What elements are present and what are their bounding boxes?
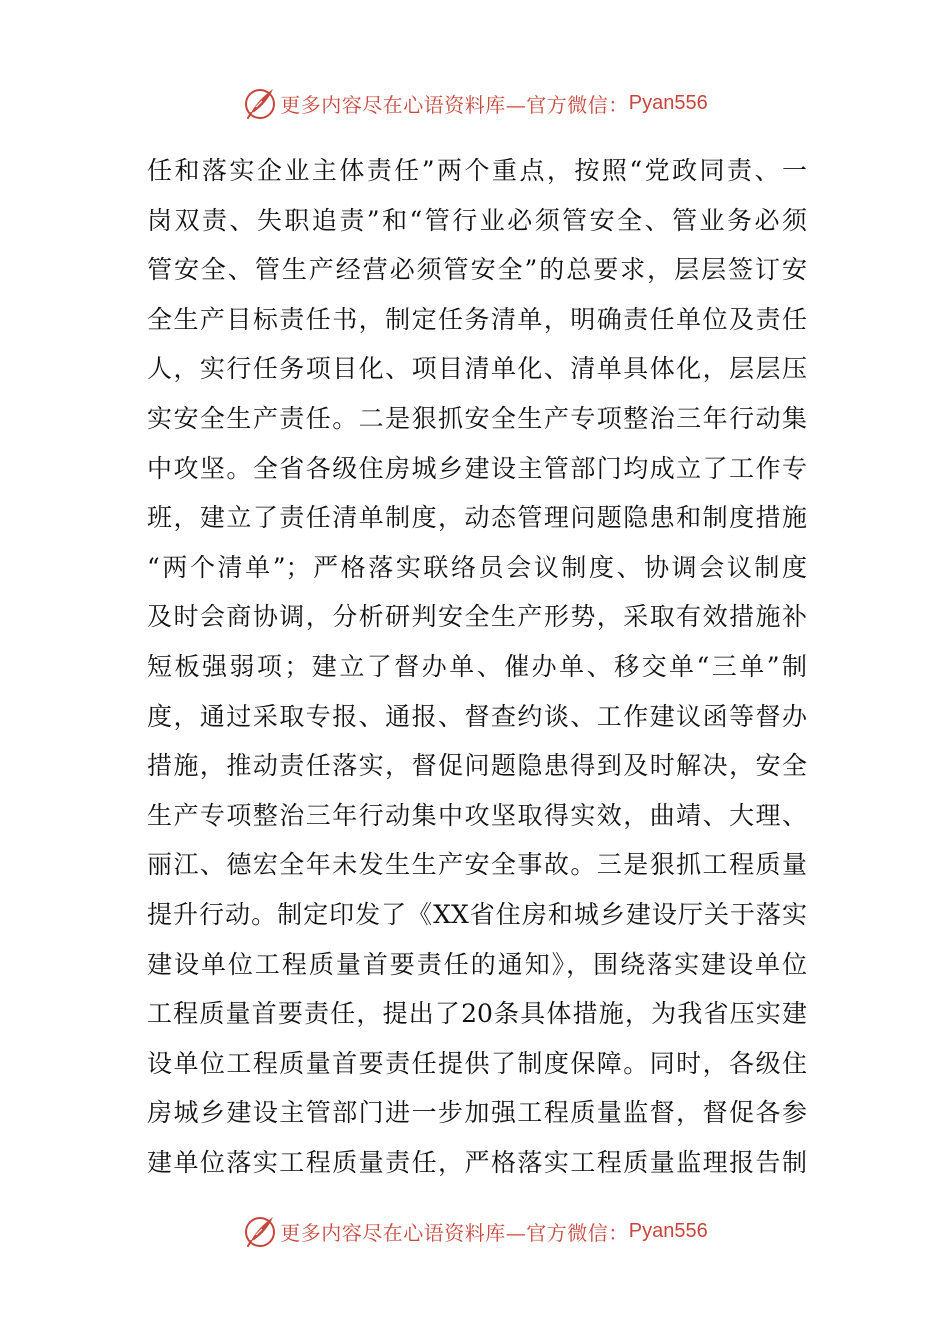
footer-banner-handle: Pyan556 (628, 1219, 708, 1242)
footer-banner-text: 更多内容尽在心语资料库—官方微信： (280, 1220, 629, 1245)
body-line: 措施，推动责任落实，督促问题隐患得到及时解决，安全 (147, 751, 807, 781)
body-line: “两个清单”；严格落实联络员会议制度、协调会议制度 (147, 552, 807, 582)
body-line: 人，实行任务项目化、项目清单化、清单具体化，层层压 (147, 354, 807, 384)
footer-banner (0, 1211, 950, 1251)
body-line: 建单位落实工程质量责任，严格落实工程质量监理报告制 (147, 1147, 807, 1177)
quill-pen-icon (242, 1213, 278, 1249)
body-line: 房城乡建设主管部门进一步加强工程质量监督，督促各参 (147, 1098, 807, 1128)
body-line: 管安全、管生产经营必须管安全”的总要求，层层签订安 (147, 255, 807, 285)
body-line: 及时会商协调，分析研判安全生产形势，采取有效措施补 (147, 602, 807, 632)
body-line: 短板强弱项；建立了督办单、催办单、移交单“三单”制 (147, 651, 807, 681)
quill-pen-icon (242, 85, 278, 121)
body-line: 生产专项整治三年行动集中攻坚取得实效，曲靖、大理、 (147, 800, 807, 830)
header-banner (0, 83, 950, 123)
body-line: 班，建立了责任清单制度，动态管理问题隐患和制度措施 (147, 503, 807, 533)
header-banner-text: 更多内容尽在心语资料库—官方微信： (280, 92, 629, 117)
body-line: 任和落实企业主体责任”两个重点，按照“党政同责、一 (147, 156, 807, 185)
body-line: 岗双责、失职追责”和“管行业必须管安全、管业务必须 (147, 205, 807, 235)
body-line: 全生产目标责任书，制定任务清单，明确责任单位及责任 (147, 304, 807, 334)
body-line: 提升行动。制定印发了《XX省住房和城乡建设厅关于落实 (147, 899, 807, 929)
body-line: 工程质量首要责任，提出了20条具体措施，为我省压实建 (147, 999, 807, 1029)
body-line: 丽江、德宏全年未发生生产安全事故。三是狠抓工程质量 (147, 850, 807, 880)
body-line: 中攻坚。全省各级住房城乡建设主管部门均成立了工作专 (147, 453, 807, 483)
body-line: 设单位工程质量首要责任提供了制度保障。同时，各级住 (147, 1048, 807, 1078)
body-line: 度，通过采取专报、通报、督查约谈、工作建议函等督办 (147, 701, 807, 731)
body-line: 实安全生产责任。二是狠抓安全生产专项整治三年行动集 (147, 403, 807, 433)
body-line: 建设单位工程质量首要责任的通知》，围绕落实建设单位 (147, 949, 807, 979)
document-body (147, 146, 807, 1187)
header-banner-handle: Pyan556 (628, 91, 708, 114)
